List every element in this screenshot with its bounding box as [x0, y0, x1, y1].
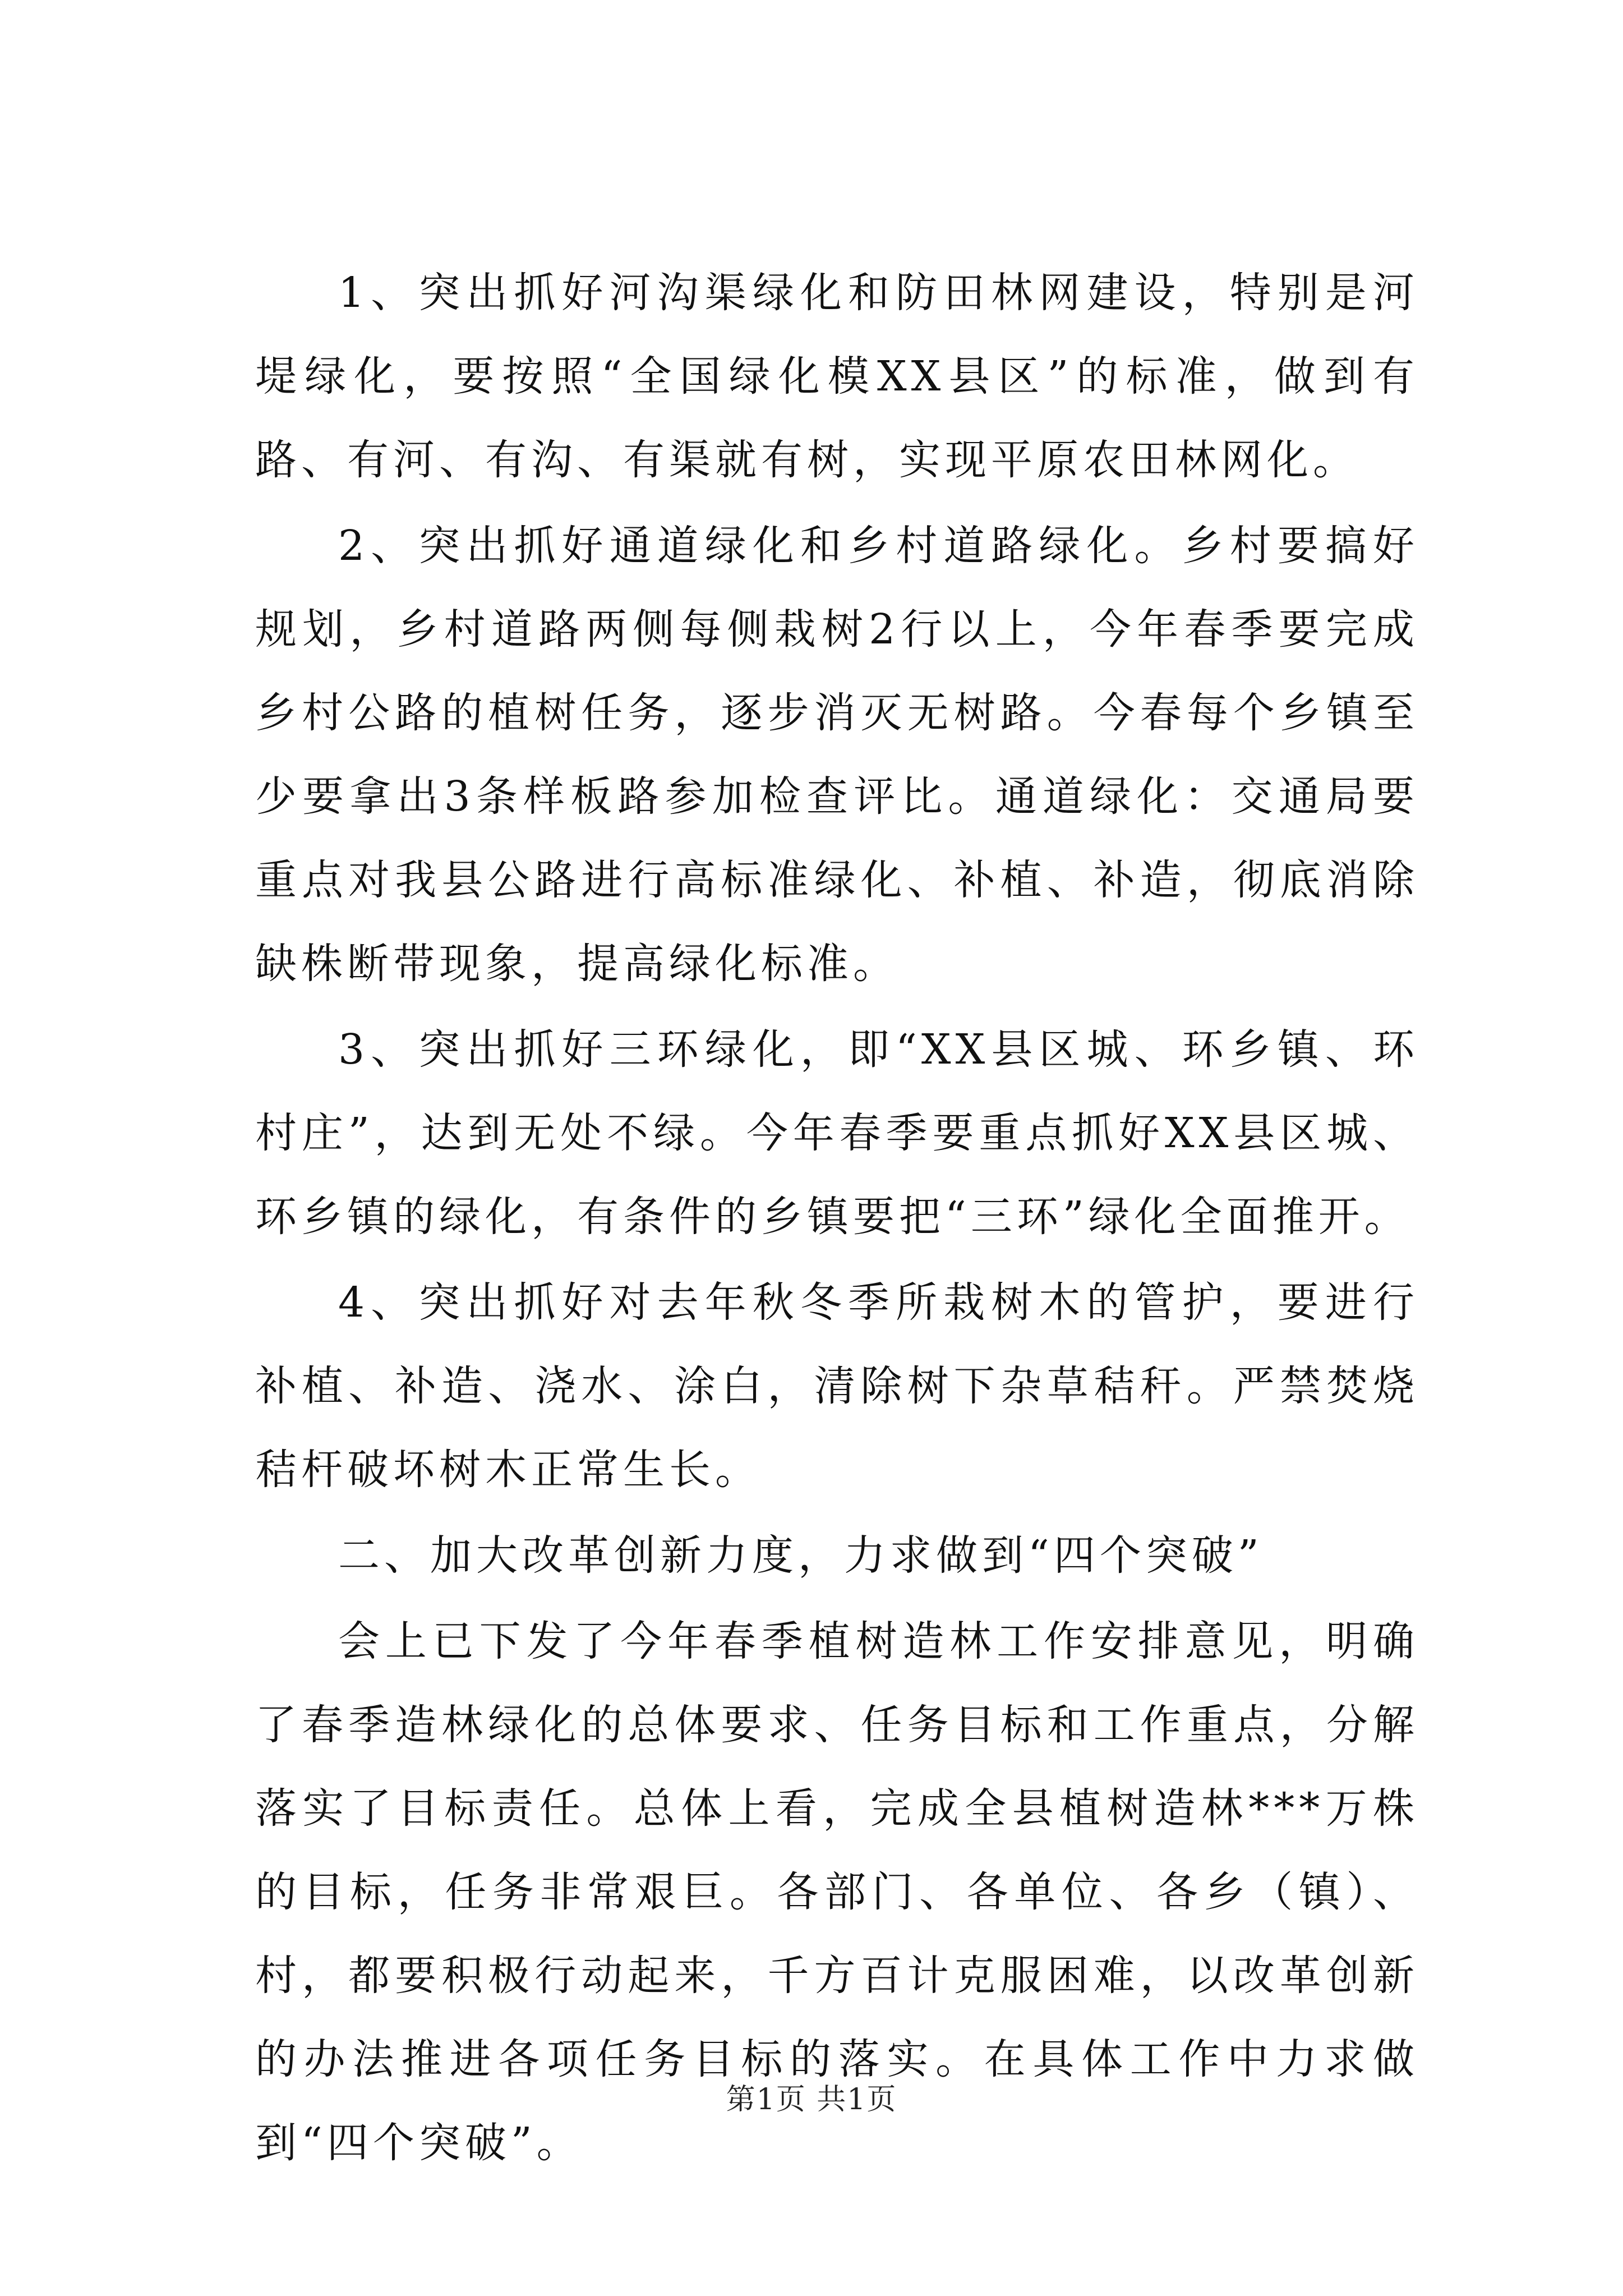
section-heading: 二、加大改革创新力度，力求做到“四个突破”: [338, 1531, 1264, 1580]
paragraph-1: 1、突出抓好河沟渠绿化和防田林网建设，特别是河堤绿化，要按照“全国绿化模XX县区”的标准，做到有路、有河、有沟、有渠就有树，实现平原农田林网化。: [255, 269, 1419, 484]
paragraph-3: 3、突出抓好三环绿化，即“XX县区城、环乡镇、环村庄”，达到无处不绿。今年春季要重点抓好XX县区城、环乡镇的绿化，有条件的乡镇要把“三环”绿化全面推开。: [255, 1025, 1419, 1241]
paragraph-5: 会上已下发了今年春季植树造林工作安排意见，明确了春季造林绿化的总体要求、任务目标和工作重点，分解落实了目标责任。总体上看，完成全县植树造林***万株的目标，任务非常艰巨。各部门、各单位、各乡（镇）、村，都要积极行动起来，千方百计克服困难，以改革创新的办法推进各项任务目标的落实。在具体工作中力求做到“四个突破”。: [255, 1617, 1419, 2167]
page-footer: 第1页 共1页: [726, 2083, 897, 2116]
document-body: [255, 251, 1419, 2187]
paragraph-4: 4、突出抓好对去年秋冬季所栽树木的管护，要进行补植、补造、浇水、涂白，清除树下杂草秸秆。严禁焚烧秸杆破坏树木正常生长。: [255, 1278, 1419, 1494]
paragraph-2: 2、突出抓好通道绿化和乡村道路绿化。乡村要搞好规划，乡村道路两侧每侧栽树2行以上，今年春季要完成乡村公路的植树任务，逐步消灭无树路。今春每个乡镇至少要拿出3条样板路参加检查评比。通道绿化：交通局要重点对我县公路进行高标准绿化、补植、补造，彻底消除缺株断带现象，提高绿化标准。: [255, 522, 1419, 988]
